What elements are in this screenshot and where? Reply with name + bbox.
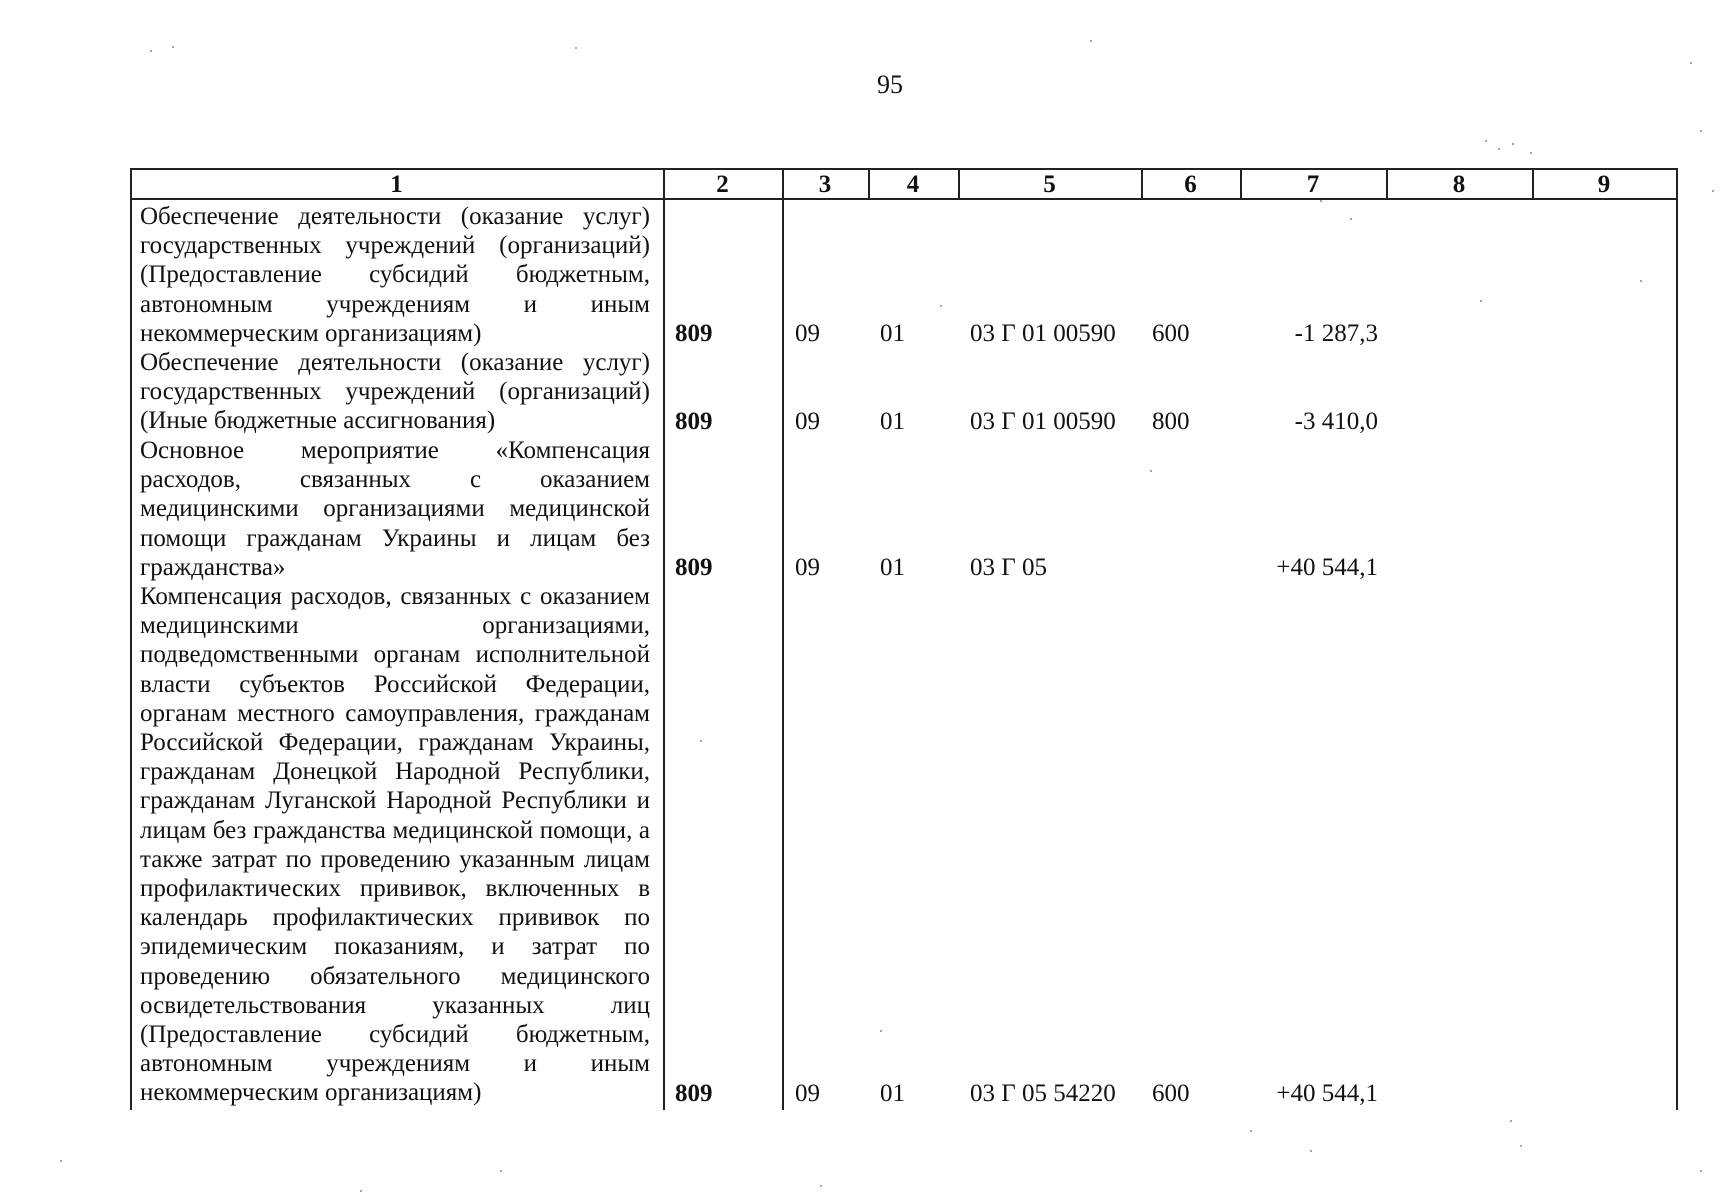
header-col-7: 7 — [1306, 171, 1320, 198]
header-col-9: 9 — [1597, 171, 1611, 198]
row-code-target: 03 Г 01 00590 — [970, 320, 1116, 347]
row-code-subsection: 01 — [880, 1080, 905, 1107]
row-code-subsection: 01 — [880, 408, 905, 435]
row-code-ministry: 809 — [675, 554, 713, 581]
header-col-4: 4 — [906, 171, 920, 198]
row-description: Обеспечение деятельности (оказание услуг) государственных учреждений (организаций) (Предоставление субсидий бюджетным, автономным учреждениям и иным некоммерческим организациям) — [140, 203, 650, 347]
row-description: Основное мероприятие «Компенсация расходов, связанных с оказанием медицинскими организациями медицинской помощи гражданам Украины и лицам без гражданства» — [140, 437, 650, 581]
budget-table — [130, 168, 1678, 1110]
header-bottom-border — [130, 198, 1678, 200]
row-amount: -1 287,3 — [1294, 320, 1378, 347]
row-amount: +40 544,1 — [1276, 554, 1378, 581]
table-row — [130, 202, 1678, 348]
row-code-target: 03 Г 01 00590 — [970, 408, 1116, 435]
header-col-1: 1 — [390, 171, 403, 198]
row-code-ministry: 809 — [675, 1080, 713, 1107]
row-code-target: 03 Г 05 — [970, 554, 1047, 581]
header-col-3: 3 — [818, 171, 832, 198]
page-number: 95 — [877, 70, 903, 99]
row-amount: -3 410,0 — [1294, 408, 1378, 435]
row-code-subsection: 01 — [880, 554, 905, 581]
row-code-target: 03 Г 05 54220 — [970, 1080, 1116, 1107]
table-row — [130, 582, 1678, 1110]
row-code-ministry: 809 — [675, 408, 713, 435]
header-col-8: 8 — [1452, 171, 1466, 198]
row-code-section: 09 — [795, 320, 820, 347]
row-code-section: 09 — [795, 554, 820, 581]
table-row — [130, 348, 1678, 436]
row-description: Компенсация расходов, связанных с оказанием медицинскими организациями, подведомственными органам исполнительной власти субъектов Российской Федерации, органам местного самоуправления, гражданам Российской Федерации, гражданам Украины, гражданам Донецкой Народной Республики, гражданам Луганской Народной Республики и лицам без гражданства медицинской помощи, а также затрат по проведению указанным лицам профилактических прививок, включенных в календарь профилактических прививок по эпидемическим показаниям, и затрат по проведению обязательного медицинского освидетельствования указанных лиц (Предоставление субсидий бюджетным, автономным учреждениям и иным некоммерческим организациям) — [140, 583, 650, 1107]
row-description: Обеспечение деятельности (оказание услуг) государственных учреждений (организаций) (Иные бюджетные ассигнования) — [140, 349, 650, 435]
row-code-expense-type: 600 — [1152, 1080, 1190, 1107]
row-code-section: 09 — [795, 1080, 820, 1107]
row-code-expense-type: 600 — [1152, 320, 1190, 347]
header-col-2: 2 — [716, 171, 729, 198]
row-code-section: 09 — [795, 408, 820, 435]
header-col-5: 5 — [1043, 171, 1056, 198]
row-code-ministry: 809 — [675, 320, 713, 347]
row-code-expense-type: 800 — [1152, 408, 1190, 435]
table-row — [130, 436, 1678, 582]
row-amount: +40 544,1 — [1276, 1080, 1378, 1107]
row-code-subsection: 01 — [880, 320, 905, 347]
header-col-6: 6 — [1184, 171, 1197, 198]
